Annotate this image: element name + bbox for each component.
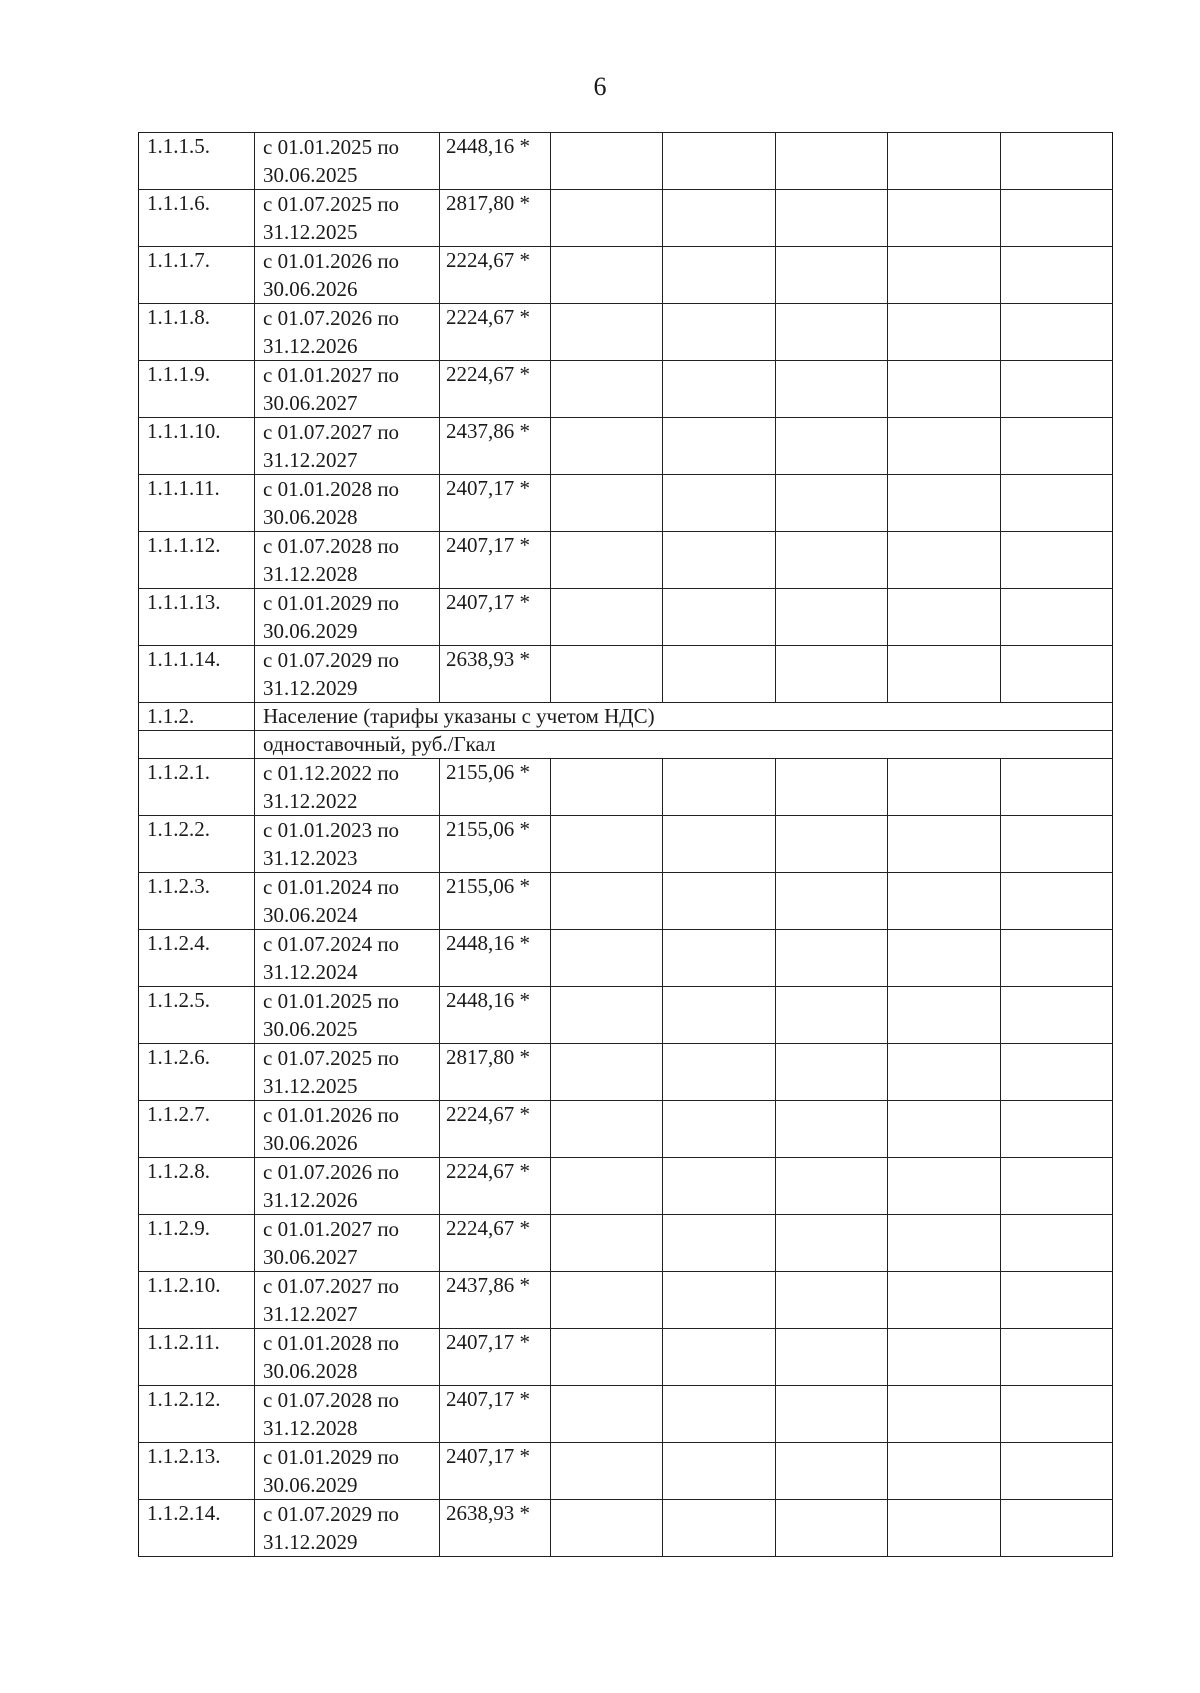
section-number: 1.1.2. <box>139 703 255 731</box>
period-start: с 01.07.2026 по <box>263 1160 400 1184</box>
table-row <box>139 646 1113 703</box>
empty-cell <box>551 987 663 1044</box>
empty-cell <box>663 418 776 475</box>
empty-cell <box>663 361 776 418</box>
empty-cell <box>776 418 888 475</box>
row-number: 1.1.2.1. <box>139 759 255 816</box>
empty-cell <box>551 1215 663 1272</box>
empty-cell <box>663 987 776 1044</box>
empty-cell <box>1001 759 1113 816</box>
period-cell <box>255 190 440 247</box>
period-start: с 01.01.2025 по <box>263 135 400 159</box>
row-number: 1.1.1.9. <box>139 361 255 418</box>
empty-cell <box>776 987 888 1044</box>
empty-cell <box>776 304 888 361</box>
period-cell <box>255 1158 440 1215</box>
empty-cell <box>776 475 888 532</box>
empty-cell <box>551 304 663 361</box>
empty-cell <box>1001 133 1113 190</box>
period-cell <box>255 475 440 532</box>
empty-cell <box>888 1272 1001 1329</box>
tariff-group-1-1-2 <box>139 759 1113 1557</box>
empty-cell <box>888 646 1001 703</box>
tariff-value: 2817,80 * <box>440 190 551 247</box>
empty-cell <box>663 190 776 247</box>
period-end: 31.12.2028 <box>263 1416 358 1440</box>
empty-cell <box>776 930 888 987</box>
empty-cell <box>1001 361 1113 418</box>
empty-cell <box>888 475 1001 532</box>
period-cell <box>255 361 440 418</box>
empty-cell <box>888 1101 1001 1158</box>
table-row <box>139 1101 1113 1158</box>
empty-cell <box>888 418 1001 475</box>
empty-cell <box>1001 1158 1113 1215</box>
empty-cell <box>1001 475 1113 532</box>
empty-cell <box>551 475 663 532</box>
empty-cell <box>776 1386 888 1443</box>
period-cell <box>255 1386 440 1443</box>
period-start: с 01.01.2028 по <box>263 1331 400 1355</box>
empty-cell <box>776 190 888 247</box>
empty-cell <box>1001 646 1113 703</box>
table-row <box>139 987 1113 1044</box>
empty-cell <box>663 1215 776 1272</box>
tariff-value: 2448,16 * <box>440 133 551 190</box>
empty-cell <box>776 1044 888 1101</box>
period-cell <box>255 987 440 1044</box>
section-number-cont <box>139 731 255 759</box>
empty-cell <box>663 759 776 816</box>
empty-cell <box>551 1272 663 1329</box>
empty-cell <box>1001 1044 1113 1101</box>
row-number: 1.1.2.6. <box>139 1044 255 1101</box>
tariff-value: 2224,67 * <box>440 1215 551 1272</box>
empty-cell <box>1001 816 1113 873</box>
period-end: 30.06.2029 <box>263 1473 358 1497</box>
period-cell <box>255 1500 440 1557</box>
empty-cell <box>1001 1386 1113 1443</box>
table-row <box>139 532 1113 589</box>
empty-cell <box>888 1215 1001 1272</box>
period-end: 31.12.2026 <box>263 334 358 358</box>
empty-cell <box>888 873 1001 930</box>
empty-cell <box>888 1443 1001 1500</box>
empty-cell <box>776 532 888 589</box>
period-start: с 01.01.2024 по <box>263 875 400 899</box>
row-number: 1.1.1.6. <box>139 190 255 247</box>
empty-cell <box>663 1443 776 1500</box>
period-end: 30.06.2027 <box>263 1245 358 1269</box>
tariff-value: 2407,17 * <box>440 1386 551 1443</box>
empty-cell <box>551 418 663 475</box>
row-number: 1.1.1.8. <box>139 304 255 361</box>
period-cell <box>255 304 440 361</box>
empty-cell <box>663 873 776 930</box>
row-number: 1.1.2.2. <box>139 816 255 873</box>
empty-cell <box>551 361 663 418</box>
period-cell <box>255 1101 440 1158</box>
row-number: 1.1.2.14. <box>139 1500 255 1557</box>
empty-cell <box>551 1158 663 1215</box>
period-cell <box>255 1443 440 1500</box>
row-number: 1.1.2.10. <box>139 1272 255 1329</box>
period-end: 31.12.2025 <box>263 220 358 244</box>
tariff-value: 2224,67 * <box>440 1158 551 1215</box>
period-end: 30.06.2026 <box>263 1131 358 1155</box>
period-start: с 01.01.2029 по <box>263 591 400 615</box>
row-number: 1.1.2.7. <box>139 1101 255 1158</box>
tariff-value: 2407,17 * <box>440 475 551 532</box>
empty-cell <box>1001 930 1113 987</box>
row-number: 1.1.2.3. <box>139 873 255 930</box>
period-start: с 01.01.2026 по <box>263 249 400 273</box>
period-end: 30.06.2025 <box>263 163 358 187</box>
period-start: с 01.07.2029 по <box>263 648 400 672</box>
period-end: 30.06.2028 <box>263 505 358 529</box>
row-number: 1.1.1.10. <box>139 418 255 475</box>
empty-cell <box>1001 873 1113 930</box>
period-start: с 01.01.2027 по <box>263 1217 400 1241</box>
empty-cell <box>888 532 1001 589</box>
empty-cell <box>776 361 888 418</box>
empty-cell <box>551 247 663 304</box>
empty-cell <box>888 1329 1001 1386</box>
empty-cell <box>888 1500 1001 1557</box>
period-cell <box>255 1044 440 1101</box>
period-cell <box>255 1272 440 1329</box>
tariff-value: 2437,86 * <box>440 418 551 475</box>
period-start: с 01.07.2026 по <box>263 306 400 330</box>
period-start: с 01.07.2027 по <box>263 420 400 444</box>
empty-cell <box>551 1386 663 1443</box>
empty-cell <box>551 1044 663 1101</box>
table-row <box>139 1158 1113 1215</box>
tariff-value: 2155,06 * <box>440 759 551 816</box>
period-cell <box>255 646 440 703</box>
empty-cell <box>888 190 1001 247</box>
page-number: 6 <box>593 72 607 101</box>
empty-cell <box>663 532 776 589</box>
row-number: 1.1.2.13. <box>139 1443 255 1500</box>
empty-cell <box>1001 418 1113 475</box>
empty-cell <box>663 1101 776 1158</box>
empty-cell <box>776 1500 888 1557</box>
period-cell <box>255 759 440 816</box>
table-row <box>139 873 1113 930</box>
empty-cell <box>1001 1215 1113 1272</box>
empty-cell <box>776 247 888 304</box>
period-end: 30.06.2028 <box>263 1359 358 1383</box>
section-subtitle: одноставочный, руб./Гкал <box>255 731 1113 759</box>
tariff-value: 2448,16 * <box>440 930 551 987</box>
empty-cell <box>776 873 888 930</box>
table-row <box>139 1272 1113 1329</box>
empty-cell <box>1001 1329 1113 1386</box>
period-end: 30.06.2026 <box>263 277 358 301</box>
empty-cell <box>663 930 776 987</box>
empty-cell <box>888 759 1001 816</box>
empty-cell <box>663 646 776 703</box>
empty-cell <box>776 1272 888 1329</box>
table-row <box>139 304 1113 361</box>
period-cell <box>255 532 440 589</box>
empty-cell <box>551 1329 663 1386</box>
period-start: с 01.07.2028 по <box>263 1388 400 1412</box>
empty-cell <box>663 1158 776 1215</box>
table-row <box>139 930 1113 987</box>
table-row <box>139 1386 1113 1443</box>
empty-cell <box>551 930 663 987</box>
tariff-value: 2224,67 * <box>440 1101 551 1158</box>
tariff-group-1-1-1 <box>139 133 1113 703</box>
empty-cell <box>551 532 663 589</box>
empty-cell <box>776 589 888 646</box>
empty-cell <box>888 1386 1001 1443</box>
tariff-value: 2224,67 * <box>440 361 551 418</box>
empty-cell <box>663 816 776 873</box>
tariff-value: 2155,06 * <box>440 816 551 873</box>
period-cell <box>255 589 440 646</box>
empty-cell <box>1001 532 1113 589</box>
row-number: 1.1.2.5. <box>139 987 255 1044</box>
section-title: Население (тарифы указаны с учетом НДС) <box>255 703 1113 731</box>
empty-cell <box>1001 1500 1113 1557</box>
empty-cell <box>551 1443 663 1500</box>
period-cell <box>255 247 440 304</box>
empty-cell <box>776 1443 888 1500</box>
table-row <box>139 475 1113 532</box>
tariff-value: 2407,17 * <box>440 532 551 589</box>
empty-cell <box>663 1500 776 1557</box>
period-end: 31.12.2026 <box>263 1188 358 1212</box>
empty-cell <box>888 816 1001 873</box>
period-cell <box>255 930 440 987</box>
empty-cell <box>776 1158 888 1215</box>
period-end: 31.12.2023 <box>263 846 358 870</box>
empty-cell <box>888 361 1001 418</box>
period-start: с 01.01.2026 по <box>263 1103 400 1127</box>
tariff-value: 2155,06 * <box>440 873 551 930</box>
empty-cell <box>776 1215 888 1272</box>
empty-cell <box>1001 304 1113 361</box>
empty-cell <box>1001 247 1113 304</box>
period-start: с 01.01.2027 по <box>263 363 400 387</box>
tariff-table <box>138 132 1113 1557</box>
empty-cell <box>551 759 663 816</box>
tariff-value: 2407,17 * <box>440 1329 551 1386</box>
row-number: 1.1.2.9. <box>139 1215 255 1272</box>
section-1-1-2 <box>139 703 1113 759</box>
empty-cell <box>1001 1101 1113 1158</box>
empty-cell <box>888 930 1001 987</box>
period-end: 30.06.2029 <box>263 619 358 643</box>
empty-cell <box>888 247 1001 304</box>
period-start: с 01.07.2029 по <box>263 1502 400 1526</box>
row-number: 1.1.2.4. <box>139 930 255 987</box>
period-cell <box>255 1215 440 1272</box>
table-row <box>139 1044 1113 1101</box>
empty-cell <box>663 1386 776 1443</box>
table-row <box>139 361 1113 418</box>
empty-cell <box>551 190 663 247</box>
table-row <box>139 190 1113 247</box>
empty-cell <box>663 589 776 646</box>
empty-cell <box>776 759 888 816</box>
empty-cell <box>663 1329 776 1386</box>
table-row <box>139 1500 1113 1557</box>
tariff-value: 2448,16 * <box>440 987 551 1044</box>
tariff-value: 2407,17 * <box>440 1443 551 1500</box>
section-header-row <box>139 703 1113 731</box>
empty-cell <box>1001 1272 1113 1329</box>
tariff-value: 2817,80 * <box>440 1044 551 1101</box>
tariff-value: 2407,17 * <box>440 589 551 646</box>
empty-cell <box>888 1044 1001 1101</box>
table-row <box>139 1329 1113 1386</box>
section-subheader-row <box>139 731 1113 759</box>
period-start: с 01.01.2028 по <box>263 477 400 501</box>
table-row <box>139 1443 1113 1500</box>
tariff-value: 2638,93 * <box>440 646 551 703</box>
empty-cell <box>663 304 776 361</box>
row-number: 1.1.2.12. <box>139 1386 255 1443</box>
table-row <box>139 418 1113 475</box>
table-row <box>139 759 1113 816</box>
tariff-value: 2224,67 * <box>440 247 551 304</box>
row-number: 1.1.1.13. <box>139 589 255 646</box>
empty-cell <box>776 1329 888 1386</box>
period-start: с 01.07.2025 по <box>263 1046 400 1070</box>
empty-cell <box>776 133 888 190</box>
period-start: с 01.01.2025 по <box>263 989 400 1013</box>
empty-cell <box>663 1044 776 1101</box>
empty-cell <box>1001 589 1113 646</box>
empty-cell <box>1001 987 1113 1044</box>
period-start: с 01.01.2023 по <box>263 818 400 842</box>
period-end: 31.12.2022 <box>263 789 358 813</box>
period-start: с 01.07.2024 по <box>263 932 400 956</box>
empty-cell <box>551 133 663 190</box>
period-end: 30.06.2027 <box>263 391 358 415</box>
empty-cell <box>776 1101 888 1158</box>
period-end: 31.12.2027 <box>263 1302 358 1326</box>
period-cell <box>255 418 440 475</box>
empty-cell <box>1001 190 1113 247</box>
empty-cell <box>776 816 888 873</box>
period-end: 31.12.2025 <box>263 1074 358 1098</box>
empty-cell <box>888 304 1001 361</box>
empty-cell <box>663 247 776 304</box>
period-cell <box>255 133 440 190</box>
empty-cell <box>551 646 663 703</box>
empty-cell <box>663 1272 776 1329</box>
period-end: 31.12.2029 <box>263 1530 358 1554</box>
row-number: 1.1.1.12. <box>139 532 255 589</box>
empty-cell <box>776 646 888 703</box>
row-number: 1.1.2.11. <box>139 1329 255 1386</box>
period-cell <box>255 1329 440 1386</box>
period-end: 31.12.2024 <box>263 960 358 984</box>
row-number: 1.1.1.11. <box>139 475 255 532</box>
row-number: 1.1.2.8. <box>139 1158 255 1215</box>
empty-cell <box>551 816 663 873</box>
empty-cell <box>888 987 1001 1044</box>
row-number: 1.1.1.5. <box>139 133 255 190</box>
period-end: 30.06.2025 <box>263 1017 358 1041</box>
empty-cell <box>888 1158 1001 1215</box>
tariff-value: 2224,67 * <box>440 304 551 361</box>
period-end: 31.12.2027 <box>263 448 358 472</box>
table-row <box>139 133 1113 190</box>
table-row <box>139 589 1113 646</box>
period-start: с 01.07.2025 по <box>263 192 400 216</box>
empty-cell <box>663 133 776 190</box>
period-cell <box>255 873 440 930</box>
period-start: с 01.12.2022 по <box>263 761 400 785</box>
tariff-value: 2437,86 * <box>440 1272 551 1329</box>
empty-cell <box>551 1500 663 1557</box>
empty-cell <box>551 873 663 930</box>
table-row <box>139 1215 1113 1272</box>
period-start: с 01.01.2029 по <box>263 1445 400 1469</box>
tariff-value: 2638,93 * <box>440 1500 551 1557</box>
period-end: 30.06.2024 <box>263 903 358 927</box>
empty-cell <box>663 475 776 532</box>
period-end: 31.12.2028 <box>263 562 358 586</box>
period-end: 31.12.2029 <box>263 676 358 700</box>
empty-cell <box>888 589 1001 646</box>
period-cell <box>255 816 440 873</box>
empty-cell <box>551 1101 663 1158</box>
empty-cell <box>888 133 1001 190</box>
period-start: с 01.07.2027 по <box>263 1274 400 1298</box>
row-number: 1.1.1.14. <box>139 646 255 703</box>
empty-cell <box>1001 1443 1113 1500</box>
table-row <box>139 247 1113 304</box>
table-row <box>139 816 1113 873</box>
row-number: 1.1.1.7. <box>139 247 255 304</box>
period-start: с 01.07.2028 по <box>263 534 400 558</box>
empty-cell <box>551 589 663 646</box>
